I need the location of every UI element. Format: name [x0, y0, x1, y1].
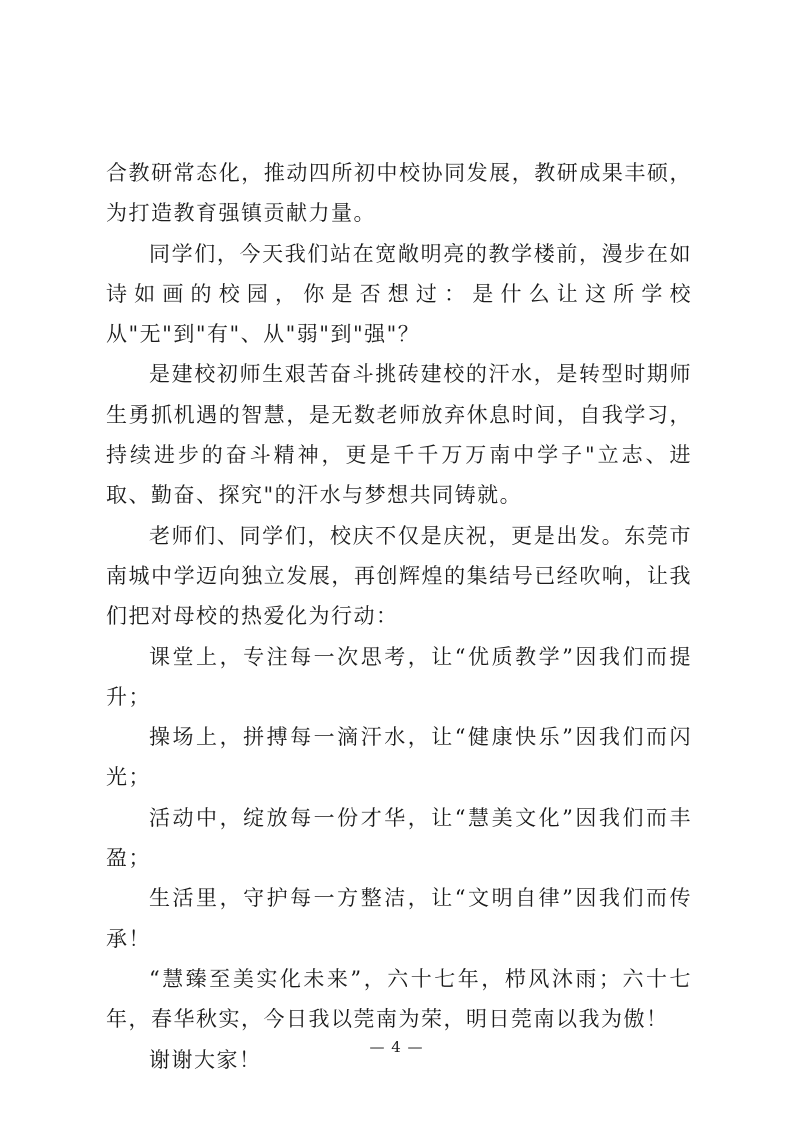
paragraph-question: 同学们，今天我们站在宽敞明亮的教学楼前，漫步在如诗如画的校园，你是否想过：是什么让这所学校从"无"到"有"、从"弱"到"强"？ — [106, 241, 692, 347]
paragraph-answer: 是建校初师生艰苦奋斗挑砖建校的汗水，是转型时期师生勇抓机遇的智慧，是无数老师放弃休息时间，自我学习，持续进步的奋斗精神，更是千千万万南中学子"立志、进取、勤奋、探究"的汗水与梦想共同铸就。 — [106, 362, 692, 508]
paragraph-activities: 活动中，绽放每一份才华，让“慧美文化”因我们而丰盈； — [106, 805, 692, 871]
paragraph-playground: 操场上，拼搏每一滴汗水，让“健康快乐”因我们而闪光； — [106, 725, 692, 790]
paragraph-call-to-action: 老师们、同学们，校庆不仅是庆祝，更是出发。东莞市南城中学迈向独立发展，再创辉煌的集结号已经吹响，让我们把对母校的热爱化为行动： — [106, 523, 692, 629]
document-body — [106, 153, 692, 1080]
paragraph-motto: “慧臻至美实化未来”，六十七年，栉风沐雨；六十七年，春华秋实，今日我以莞南为荣，明日莞南以我为傲！ — [106, 966, 692, 1032]
paragraph-continued: 合教研常态化，推动四所初中校协同发展，教研成果丰硕，为打造教育强镇贡献力量。 — [106, 161, 692, 226]
paragraph-thanks: 谢谢大家！ — [149, 1047, 262, 1072]
page-number: — 4 — — [369, 1038, 424, 1056]
paragraph-daily-life: 生活里，守护每一方整洁，让“文明自律”因我们而传承！ — [106, 886, 692, 951]
paragraph-classroom: 课堂上，专注每一次思考，让“优质教学”因我们而提升； — [106, 644, 692, 709]
